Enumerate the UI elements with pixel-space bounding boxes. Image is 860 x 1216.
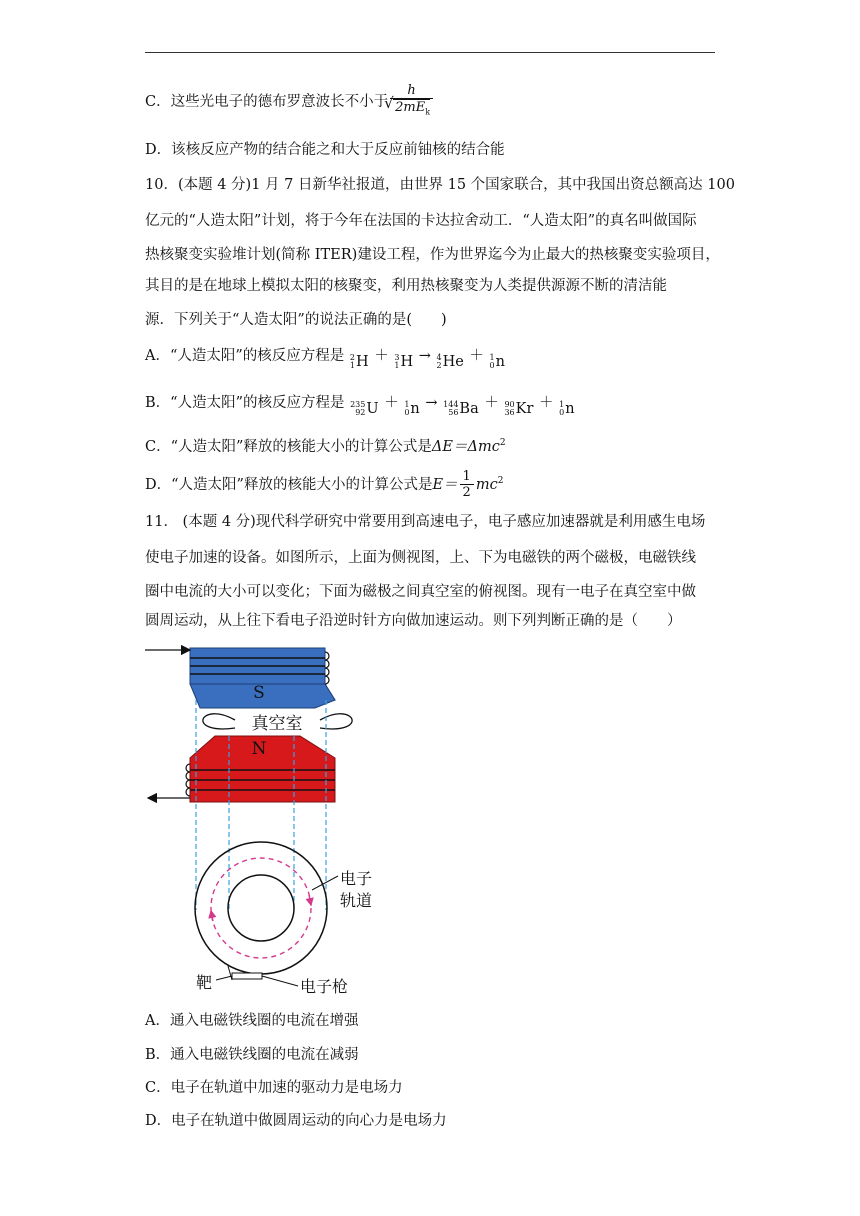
gun-label: 电子枪 <box>300 977 349 996</box>
q11-stem-line-3: 圈中电流的大小可以变化；下面为磁极之间真空室的俯视图。现有一电子在真空室中做 <box>145 584 696 600</box>
vacuum-chamber <box>203 714 352 734</box>
q11-option-c[interactable]: C．电子在轨道中加速的驱动力是电场力 <box>145 1080 403 1096</box>
q10-option-c[interactable]: C．“人造太阳”释放的核能大小的计算公式是ΔE＝Δmc$^2$ <box>145 438 506 455</box>
target-label: 靶 <box>196 973 213 992</box>
electron-orbit <box>211 858 311 958</box>
betatron-figure <box>140 640 400 1000</box>
orbit-label-2: 轨道 <box>340 891 373 910</box>
q10-option-b[interactable]: B．“人造太阳”的核反应方程是 235 92 U ＋ 1 0 n → 144 56 Ba ＋ 90 36 Kr ＋ 1 0 n <box>145 395 575 417</box>
orbit-label-1: 电子 <box>340 869 373 888</box>
nuclide-n1: 1 0 n <box>489 353 505 370</box>
vacuum-label: 真空室 <box>251 714 303 734</box>
q10-stem-line-3: 热核聚变实验堆计划(简称 ITER)建设工程，作为世界迄今为止最大的热核聚变实验项目， <box>145 247 720 263</box>
q10-stem-line-1: 10．(本题 4 分)1 月 7 日新华社报道，由世界 15 个国家联合，其中我国出资总额高达 100 <box>145 177 735 193</box>
nuclide-n1b: 1 0 n <box>404 400 420 417</box>
header-rule <box>145 52 715 53</box>
q9-option-d[interactable]: D．该核反应产物的结合能之和大于反应前铀核的结合能 <box>145 142 505 158</box>
pole-label-s: S <box>253 683 265 703</box>
south-pole-magnet <box>145 648 335 708</box>
q11-stem-line-2: 使电子加速的设备。如图所示，上面为侧视图，上、下为电磁铁的两个磁极，电磁铁线 <box>145 550 696 566</box>
north-pole-magnet <box>148 736 335 802</box>
nuclide-u235: 235 92 U <box>350 400 379 417</box>
q11-option-d[interactable]: D．电子在轨道中做圆周运动的向心力是电场力 <box>145 1113 447 1129</box>
nuclide-h3: 3 1 H <box>394 353 414 370</box>
nuclide-h2: 2 1 H <box>349 353 369 370</box>
q9-option-c[interactable]: C．这些光电子的德布罗意波长不小于 h √ $2mE_k$ <box>145 84 435 120</box>
q10-option-a[interactable]: A．“人造太阳”的核反应方程是 2 1 H ＋ 3 1 H → 4 2 He ＋ 1 0 n <box>145 348 505 370</box>
chamber-top-view <box>195 842 372 996</box>
q10-stem-line-2: 亿元的“人造太阳”计划，将于今年在法国的卡达拉舍动工．“人造太阳”的真名叫做国际 <box>145 213 697 229</box>
nuclide-he4: 4 2 He <box>436 353 464 370</box>
nuclide-n1c: 1 0 n <box>559 400 575 417</box>
wavelength-fraction: h √ $2mE_k$ <box>390 84 433 120</box>
half-fraction: $\frac{1}{2}$ <box>460 470 474 500</box>
q10-stem-line-4: 其目的是在地球上模拟太阳的核聚变，利用热核聚变为人类提供源源不断的清洁能 <box>145 278 667 294</box>
q10-option-d[interactable]: D．“人造太阳”释放的核能大小的计算公式是E＝ $\frac{1}{2}$ $mc^2$ <box>145 469 504 500</box>
q11-option-b[interactable]: B．通入电磁铁线圈的电流在减弱 <box>145 1047 359 1063</box>
nuclide-ba144: 144 56 Ba <box>443 400 479 417</box>
q11-stem-line-1: 11． (本题 4 分)现代科学研究中常要用到高速电子，电子感应加速器就是利用感生电场 <box>145 514 706 530</box>
pole-label-n: N <box>251 739 267 759</box>
q11-option-a[interactable]: A．通入电磁铁线圈的电流在增强 <box>145 1013 359 1029</box>
q10-stem-line-5: 源．下列关于“人造太阳”的说法正确的是( ) <box>145 312 447 328</box>
q11-stem-line-4: 圆周运动，从上往下看电子沿逆时针方向做加速运动。则下列判断正确的是（ ） <box>145 613 682 629</box>
nuclide-kr90: 90 36 Kr <box>504 400 534 417</box>
